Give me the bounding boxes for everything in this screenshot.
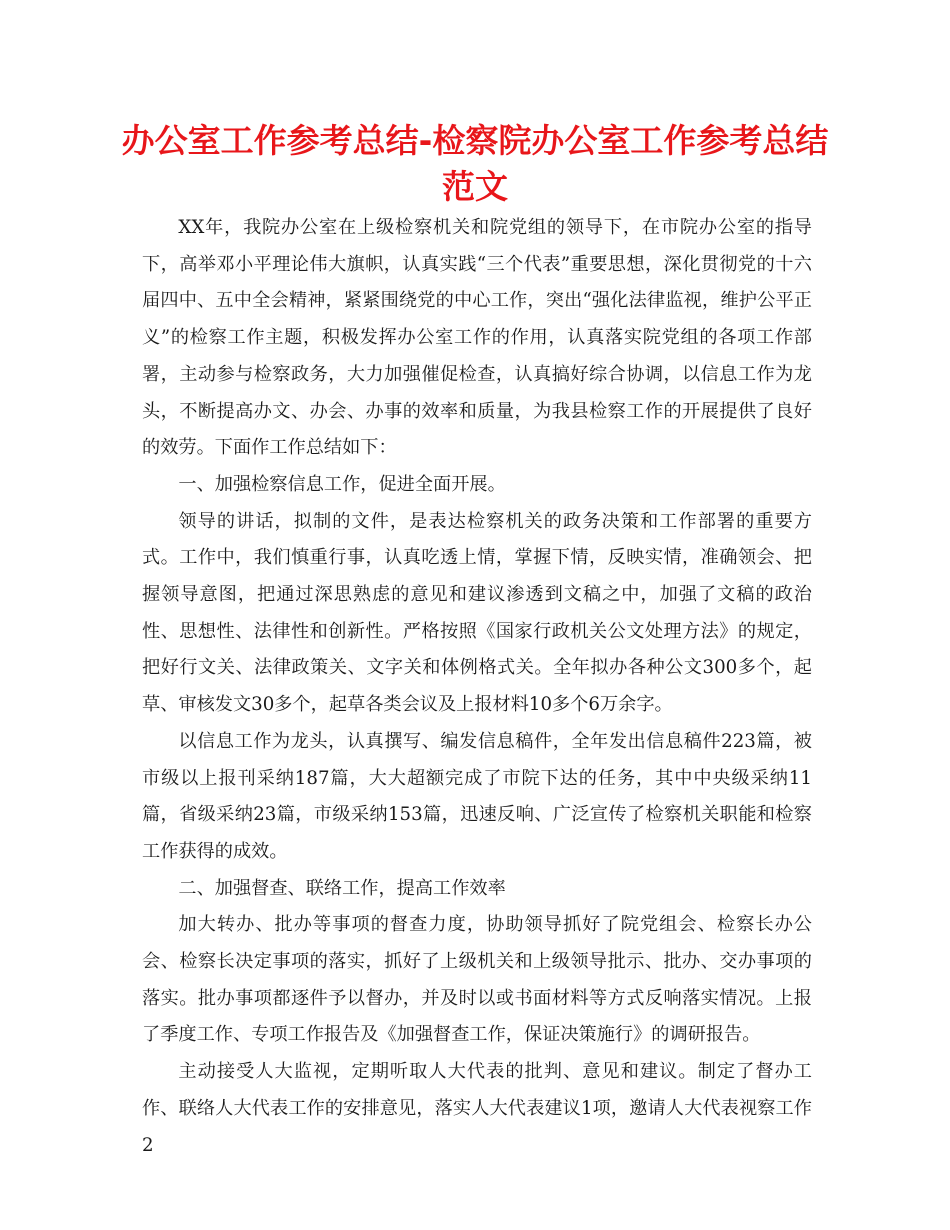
document-body: [142, 210, 812, 1164]
paragraph: 加大转办、批办等事项的督查力度，协助领导抓好了院党组会、检察长办公会、检察长决定事项的落实，抓好了上级机关和上级领导批示、批办、交办事项的落实。批办事项都逐件予以督办，并及时以或书面材料等方式反响落实情况。上报了季度工作、专项工作报告及《加强督查工作，保证决策施行》的调研报告。: [142, 914, 812, 1046]
section-heading-1: 一、加强检察信息工作，促进全面开展。: [178, 473, 506, 495]
section-heading-2: 二、加强督查、联络工作，提高工作效率: [178, 877, 506, 899]
paragraph: 领导的讲话，拟制的文件，是表达检察机关的政务决策和工作部署的重要方式。工作中，我们慎重行事，认真吃透上情，掌握下情，反映实情，准确领会、把握领导意图，把通过深思熟虑的意见和建议渗透到文稿之中，加强了文稿的政治性、思想性、法律性和创新性。严格按照《国家行政机关公文处理方法》的规定，把好行文关、法律政策关、文字关和体例格式关。全年拟办各种公文300多个，起草、审核发文30多个，起草各类会议及上报材料10多个6万余字。: [142, 510, 812, 716]
paragraph: 以信息工作为龙头，认真撰写、编发信息稿件，全年发出信息稿件223篇，被市级以上报刊采纳187篇，大大超额完成了市院下达的任务，其中中央级采纳11篇，省级采纳23篇，市级采纳153篇，迅速反响、广泛宣传了检察机关职能和检察工作获得的成效。: [142, 730, 812, 862]
document-title: 办公室工作参考总结-检察院办公室工作参考总结范文: [121, 121, 829, 206]
paragraph-intro: XX年，我院办公室在上级检察机关和院党组的领导下，在市院办公室的指导下，高举邓小平理论伟大旗帜，认真实践“三个代表”重要思想，深化贯彻党的十六届四中、五中全会精神，紧紧围绕党的中心工作，突出“强化法律监视，维护公平正义”的检察工作主题，积极发挥办公室工作的作用，认真落实院党组的各项工作部署，主动参与检察政务，大力加强催促检查，认真搞好综合协调，以信息工作为龙头，不断提高办文、办会、办事的效率和质量，为我县检察工作的开展提供了良好的效劳。下面作工作总结如下：: [142, 217, 812, 459]
paragraph: 主动接受人大监视，定期听取人大代表的批判、意见和建议。制定了督办工作、联络人大代表工作的安排意见，落实人大代表建议1项，邀请人大代表视察工作2: [142, 1061, 812, 1156]
